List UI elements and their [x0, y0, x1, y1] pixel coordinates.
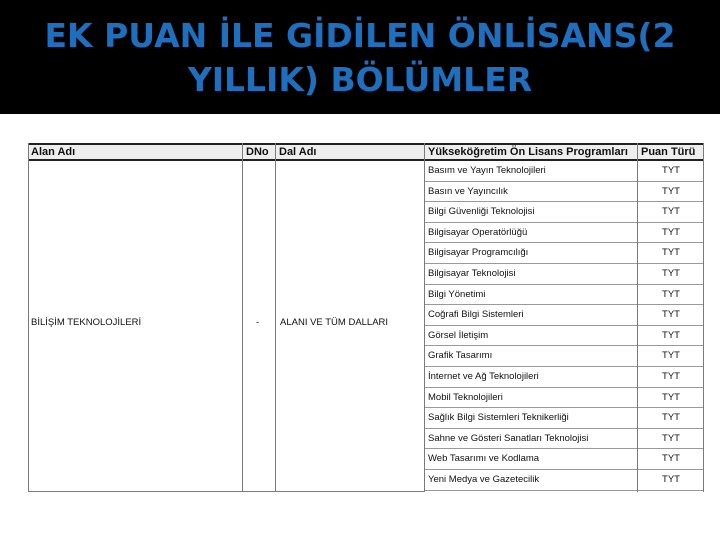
program-name: Bilgisayar Teknolojisi [428, 268, 516, 279]
puan-turu: TYT [662, 453, 680, 465]
grid-line [28, 143, 29, 492]
table-row [425, 243, 704, 264]
puan-turu: TYT [662, 247, 680, 259]
program-name: Yeni Medya ve Gazetecilik [428, 474, 540, 485]
grid-line [28, 491, 424, 492]
puan-turu: TYT [662, 474, 680, 485]
puan-turu: TYT [662, 268, 680, 279]
program-name: Coğrafi Bilgi Sistemleri [428, 309, 524, 321]
program-name: İnternet ve Ağ Teknolojileri [428, 371, 539, 382]
program-name: Basın ve Yayıncılık [428, 185, 508, 197]
program-name: Bilgisayar Operatörlüğü [428, 226, 528, 238]
table-row [425, 388, 704, 409]
table-row [425, 264, 704, 285]
program-name: Grafik Tasarımı [428, 350, 493, 362]
program-name: Basım ve Yayın Teknolojileri [428, 165, 546, 176]
dno-cell: - [256, 317, 260, 328]
table-row [425, 305, 704, 326]
table-row [425, 408, 704, 429]
header-dno: DNo [246, 146, 269, 158]
table-row [425, 285, 704, 306]
grid-line [424, 143, 425, 492]
table-row [425, 161, 704, 182]
puan-turu: TYT [662, 185, 680, 197]
table-row [425, 326, 704, 347]
grid-line [637, 143, 638, 492]
table-row [425, 367, 704, 388]
puan-turu: TYT [662, 412, 680, 424]
alan-adi-cell: BİLİŞİM TEKNOLOJİLERİ [31, 317, 142, 328]
puan-turu: TYT [662, 391, 680, 403]
table-row [425, 429, 704, 450]
table-row [425, 182, 704, 203]
puan-turu: TYT [662, 288, 680, 300]
dal-adi-cell: ALANI VE TÜM DALLARI [280, 317, 389, 328]
program-name: Sağlık Bilgi Sistemleri Teknikerliği [428, 412, 569, 424]
title-band [0, 0, 720, 114]
table-row [425, 202, 704, 223]
program-name: Sahne ve Gösteri Sanatları Teknolojisi [428, 432, 589, 444]
program-name: Web Tasarımı ve Kodlama [428, 453, 540, 465]
table-header-row [28, 143, 704, 161]
program-name: Bilgi Güvenliği Teknolojisi [428, 206, 535, 218]
puan-turu: TYT [662, 309, 680, 321]
header-dal-adi: Dal Adı [279, 146, 317, 158]
table-row [425, 470, 704, 491]
puan-turu: TYT [662, 226, 680, 238]
puan-turu: TYT [662, 371, 680, 382]
program-name: Bilgi Yönetimi [428, 288, 486, 300]
grid-line [275, 143, 276, 492]
puan-turu: TYT [662, 432, 680, 444]
program-name: Bilgisayar Programcılığı [428, 247, 529, 259]
program-table [28, 143, 704, 492]
puan-turu: TYT [662, 350, 680, 362]
grid-line [703, 143, 704, 492]
table-row [425, 449, 704, 470]
puan-turu: TYT [662, 206, 680, 218]
puan-turu: TYT [662, 329, 680, 341]
puan-turu: TYT [662, 165, 680, 176]
program-name: Mobil Teknolojileri [428, 391, 503, 403]
header-puan-turu: Puan Türü [641, 146, 696, 158]
header-program: Yükseköğretim Ön Lisans Programları [428, 146, 628, 158]
grid-line [242, 143, 243, 492]
table-row [425, 346, 704, 367]
title-line-1: EK PUAN İLE GİDİLEN ÖNLİSANS(2 [44, 16, 676, 55]
title-line-2: YILLIK) BÖLÜMLER [187, 60, 533, 99]
header-alan-adi: Alan Adı [31, 146, 76, 158]
program-name: Görsel İletişim [428, 329, 489, 341]
page-title [10, 14, 710, 102]
table-row [425, 223, 704, 244]
